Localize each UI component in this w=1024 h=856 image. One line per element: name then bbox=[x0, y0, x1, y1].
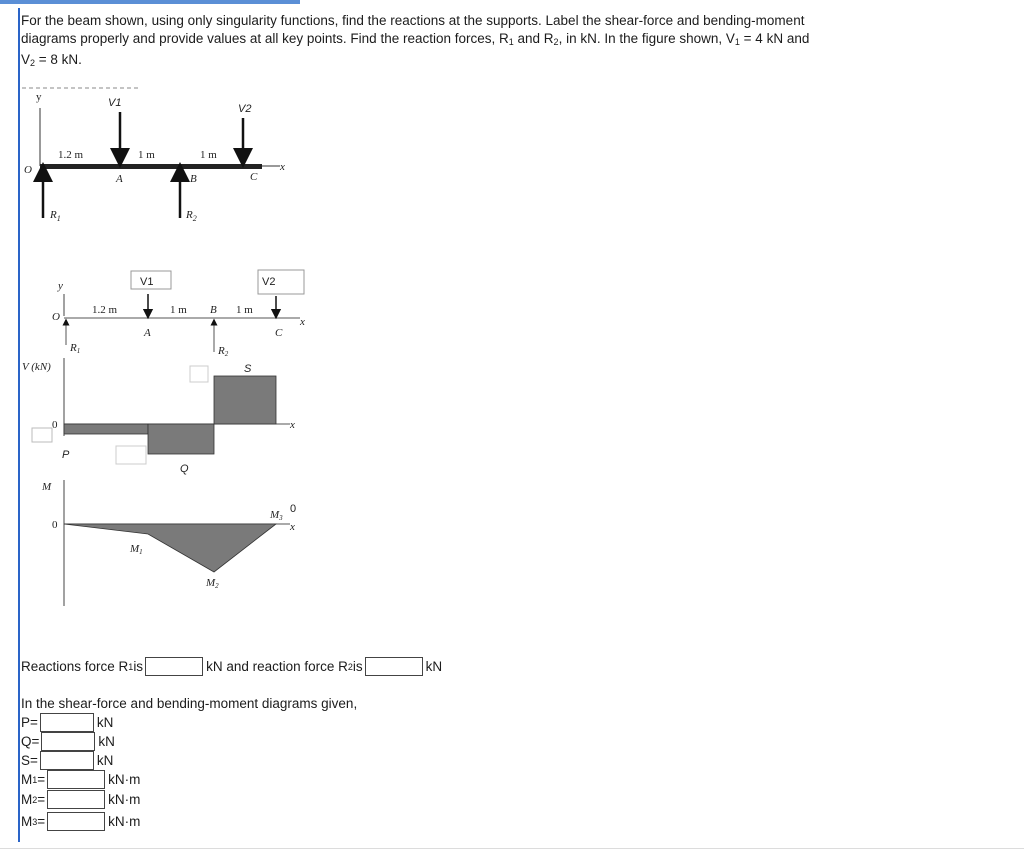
field-eq: = bbox=[37, 814, 46, 829]
subscript: 2 bbox=[32, 794, 38, 805]
diagram-dim-3: 1 m bbox=[236, 304, 253, 316]
diagram-point-c: C bbox=[275, 327, 283, 339]
p-answer-input[interactable] bbox=[40, 713, 94, 732]
reactions-answer-line bbox=[21, 657, 442, 676]
beam-r2-label: $R_2$ bbox=[186, 209, 197, 223]
beam-point-a: A bbox=[116, 173, 123, 185]
subscript: 2 bbox=[553, 37, 559, 47]
subscript: 3 bbox=[32, 816, 38, 827]
diagram-point-b: B bbox=[210, 304, 217, 316]
label-s: S bbox=[244, 363, 252, 375]
m1-answer-input[interactable] bbox=[47, 770, 105, 789]
diagram-v2-label: V2 bbox=[262, 276, 276, 288]
field-label: M bbox=[21, 792, 33, 807]
field-unit: kN·m bbox=[108, 772, 141, 787]
subscript: 1 bbox=[734, 37, 740, 47]
q-blank-box bbox=[116, 446, 146, 464]
field-label: S bbox=[21, 753, 31, 768]
subscript: 2 bbox=[347, 661, 353, 672]
field-unit: kN bbox=[98, 734, 115, 749]
field-eq: = bbox=[30, 715, 38, 730]
field-unit: kN bbox=[96, 715, 114, 730]
shear-x-label: x bbox=[290, 419, 295, 431]
diagram-dim-1: 1.2 m bbox=[92, 304, 118, 316]
shear-zero: 0 bbox=[52, 419, 58, 431]
field-m2 bbox=[21, 790, 140, 809]
moment-axis-label: M bbox=[42, 481, 52, 493]
shear-segment-s bbox=[214, 376, 276, 424]
bottom-divider bbox=[0, 848, 1024, 849]
problem-line-1: For the beam shown, using only singularity functions, find the reactions at the supports. Label the shear-force and bending-moment bbox=[21, 13, 805, 28]
field-unit: kN bbox=[96, 753, 114, 768]
field-eq: = bbox=[31, 734, 40, 749]
moment-diagram-area bbox=[64, 524, 276, 572]
beam-v2-label: V2 bbox=[238, 103, 252, 115]
diagram-r2-label: R2 bbox=[218, 345, 229, 358]
beam-origin-label: O bbox=[24, 164, 32, 176]
subscript: 1 bbox=[508, 37, 514, 47]
m3-zero-label: 0 bbox=[290, 503, 297, 515]
beam-r1-label: $R_1$ bbox=[50, 209, 61, 223]
problem-text: and R bbox=[513, 31, 554, 46]
beam-point-c: C bbox=[250, 171, 258, 183]
subscript: 2 bbox=[30, 58, 36, 68]
shear-segment-q bbox=[148, 424, 214, 454]
field-p bbox=[21, 713, 113, 732]
beam-point-b: B bbox=[190, 173, 197, 185]
field-eq: = bbox=[37, 792, 46, 807]
field-m3 bbox=[21, 812, 140, 831]
field-label: M bbox=[21, 814, 33, 829]
shear-axis-label: V (kN) bbox=[22, 361, 51, 373]
problem-text: = 4 kN and bbox=[739, 31, 810, 46]
reactions-unit: kN bbox=[425, 659, 443, 674]
label-m1: M1 bbox=[130, 543, 143, 556]
moment-zero: 0 bbox=[52, 519, 58, 531]
diagram-x-label-top: x bbox=[300, 316, 305, 328]
s-blank-box bbox=[190, 366, 208, 382]
beam-dim-3: 1 m bbox=[200, 149, 217, 161]
field-unit: kN·m bbox=[108, 814, 141, 829]
label-q: Q bbox=[180, 463, 189, 475]
diagram-y-label: y bbox=[58, 280, 63, 292]
field-label: Q bbox=[21, 734, 32, 749]
diagram-origin-label: O bbox=[52, 311, 60, 323]
field-label: P bbox=[21, 715, 31, 730]
label-p: P bbox=[62, 449, 70, 461]
reactions-is2: is bbox=[352, 659, 363, 674]
problem-text: , in kN. In the figure shown, V bbox=[558, 31, 735, 46]
problem-text: V bbox=[21, 52, 31, 67]
reactions-is: is bbox=[133, 659, 144, 674]
beam-y-label: y bbox=[36, 91, 42, 103]
problem-text: = 8 kN. bbox=[35, 52, 82, 67]
diagram-v1-label: V1 bbox=[140, 276, 154, 288]
diagram-dim-2: 1 m bbox=[170, 304, 187, 316]
field-eq: = bbox=[37, 772, 46, 787]
field-unit: kN·m bbox=[108, 792, 141, 807]
diagrams-intro: In the shear-force and bending-moment diagrams given, bbox=[21, 696, 358, 711]
reactions-prefix: Reactions force R bbox=[21, 659, 129, 674]
reactions-mid: kN and reaction force R bbox=[206, 659, 348, 674]
field-m1 bbox=[21, 770, 140, 789]
subscript: 1 bbox=[128, 661, 134, 672]
r1-answer-input[interactable] bbox=[145, 657, 203, 676]
problem-text: diagrams properly and provide values at all key points. Find the reaction forces, R bbox=[21, 31, 509, 46]
q-answer-input[interactable] bbox=[41, 732, 95, 751]
beam-x-label: x bbox=[280, 161, 285, 173]
shear-segment-p bbox=[64, 424, 148, 434]
diagram-r1-label: R1 bbox=[70, 342, 81, 355]
beam-dim-1: 1.2 m bbox=[58, 149, 84, 161]
beam-v1-label: V1 bbox=[108, 97, 122, 109]
field-label: M bbox=[21, 772, 33, 787]
s-answer-input[interactable] bbox=[40, 751, 94, 770]
field-s bbox=[21, 751, 113, 770]
subscript: 1 bbox=[32, 774, 38, 785]
diagram-point-a: A bbox=[144, 327, 151, 339]
moment-x-label: x bbox=[290, 521, 295, 533]
field-eq: = bbox=[30, 753, 38, 768]
beam-dim-2: 1 m bbox=[138, 149, 155, 161]
p-blank-box bbox=[32, 428, 52, 442]
m2-answer-input[interactable] bbox=[47, 790, 105, 809]
label-m2: M2 bbox=[206, 577, 219, 590]
label-m3: M3 bbox=[270, 509, 283, 522]
m3-answer-input[interactable] bbox=[47, 812, 105, 831]
r2-answer-input[interactable] bbox=[365, 657, 423, 676]
field-q bbox=[21, 732, 115, 751]
